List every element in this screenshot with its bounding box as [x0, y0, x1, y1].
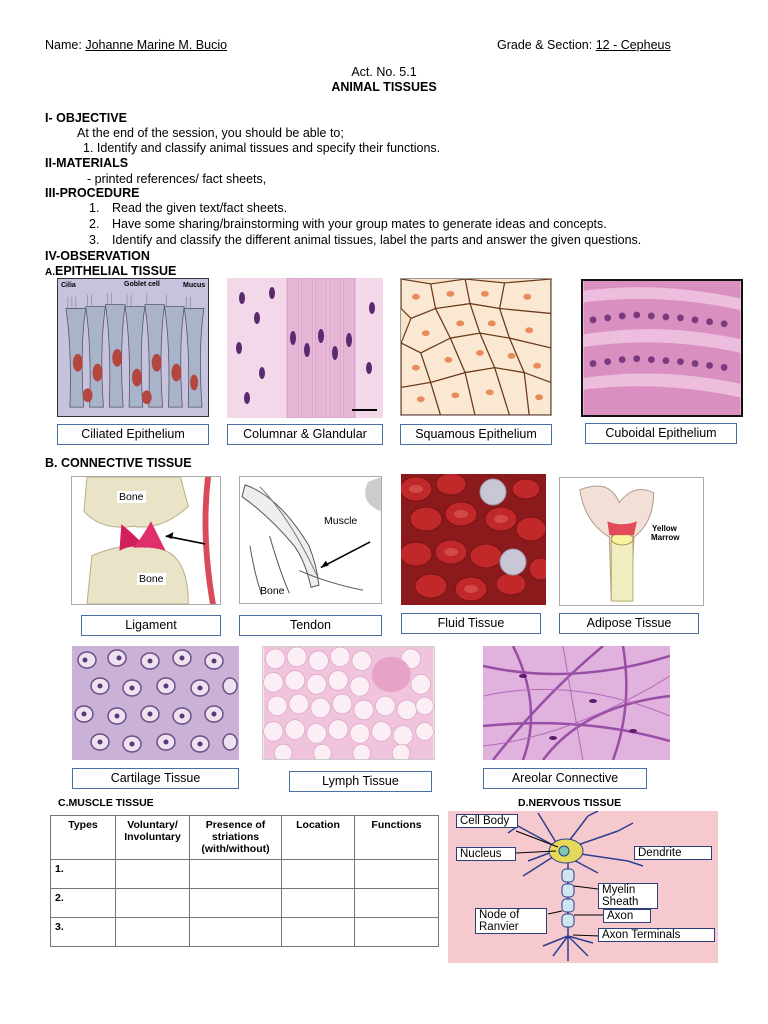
label-fluid-tissue: Fluid Tissue — [401, 613, 541, 634]
act-number: Act. No. 5.1 — [351, 65, 417, 79]
table-cell[interactable] — [190, 918, 282, 947]
procedure-step-text: Have some sharing/brainstorming with your group mates to generate ideas and concepts. — [112, 217, 607, 231]
muscle-heading: C.MUSCLE TISSUE — [58, 797, 154, 809]
cuboidal-epithelium-image — [581, 279, 743, 417]
label-cartilage-tissue: Cartilage Tissue — [72, 768, 239, 789]
fluid-tissue-image — [401, 474, 546, 605]
label-lymph-tissue: Lymph Tissue — [289, 771, 432, 792]
col-types: Types — [51, 816, 116, 860]
columnar-epithelium-image — [227, 278, 383, 418]
table-cell[interactable] — [116, 860, 190, 889]
table-row — [51, 860, 439, 889]
grade-label: Grade & Section: — [497, 38, 593, 52]
nervous-heading: D.NERVOUS TISSUE — [518, 797, 622, 809]
table-cell[interactable] — [190, 860, 282, 889]
label-cell-body: Cell Body — [456, 814, 518, 828]
table-cell[interactable] — [282, 860, 355, 889]
grade-value: 12 - Cepheus — [595, 38, 671, 52]
table-cell[interactable] — [355, 918, 439, 947]
procedure-step-text: Read the given text/fact sheets. — [112, 201, 288, 215]
table-cell[interactable] — [282, 918, 355, 947]
materials-heading: II-MATERIALS — [45, 156, 129, 170]
procedure-step-num: 1. — [89, 201, 100, 215]
procedure-step-num: 3. — [89, 233, 100, 247]
name-line — [45, 38, 227, 52]
col-voluntary: Voluntary/ Involuntary — [116, 816, 190, 860]
procedure-heading: III-PROCEDURE — [45, 186, 140, 200]
label-node-of-ranvier: Node of Ranvier — [475, 908, 547, 934]
label-axon-terminals: Axon Terminals — [598, 928, 715, 942]
label-adipose-tissue: Adipose Tissue — [559, 613, 699, 634]
lymph-tissue-image — [262, 646, 435, 760]
ligament-image: Bone Bone — [71, 476, 221, 605]
table-row — [51, 889, 439, 918]
objective-item: 1. Identify and classify animal tissues and specify their functions. — [83, 141, 441, 155]
label-cuboidal-epithelium: Cuboidal Epithelium — [585, 423, 737, 444]
table-cell[interactable] — [116, 918, 190, 947]
row-number: 3. — [51, 918, 116, 947]
label-ligament: Ligament — [81, 615, 221, 636]
table-cell[interactable] — [355, 889, 439, 918]
label-ciliated-epithelium: Ciliated Epithelium — [57, 424, 209, 445]
procedure-step-text: Identify and classify the different animal tissues, label the parts and answer the given questions. — [112, 233, 642, 247]
label-myelin-sheath: Myelin Sheath — [598, 883, 658, 909]
label-dendrite: Dendrite — [634, 846, 712, 860]
tendon-image: Muscle Bone — [239, 476, 382, 604]
materials-item: - printed references/ fact sheets, — [87, 172, 267, 186]
squamous-epithelium-image — [400, 278, 552, 416]
col-striations: Presence of striations (with/without) — [190, 816, 282, 860]
grade-line — [497, 38, 671, 52]
adipose-tissue-image: Yellow Marrow — [559, 477, 704, 606]
table-cell[interactable] — [116, 889, 190, 918]
label-areolar-connective: Areolar Connective — [483, 768, 647, 789]
areolar-connective-image — [483, 646, 670, 760]
neuron-diagram — [448, 811, 718, 963]
name-label: Name: — [45, 38, 82, 52]
label-columnar-glandular: Columnar & Glandular — [227, 424, 383, 445]
act-title: ANIMAL TISSUES — [331, 80, 437, 94]
label-axon: Axon — [603, 909, 651, 923]
epithelial-heading: A.EPITHELIAL TISSUE — [45, 264, 177, 278]
procedure-step-num: 2. — [89, 217, 100, 231]
col-location: Location — [282, 816, 355, 860]
table-cell[interactable] — [355, 860, 439, 889]
row-number: 2. — [51, 889, 116, 918]
label-tendon: Tendon — [239, 615, 382, 636]
label-squamous-epithelium: Squamous Epithelium — [400, 424, 552, 445]
table-header-row — [51, 816, 439, 860]
label-nucleus: Nucleus — [456, 847, 516, 861]
col-functions: Functions — [355, 816, 439, 860]
row-number: 1. — [51, 860, 116, 889]
objective-intro: At the end of the session, you should be able to; — [77, 126, 344, 140]
name-value: Johanne Marine M. Bucio — [85, 38, 228, 52]
observation-heading: IV-OBSERVATION — [45, 249, 150, 263]
objective-heading: I- OBJECTIVE — [45, 111, 127, 125]
muscle-table — [50, 815, 439, 947]
ciliated-epithelium-image: Cilia Goblet cell Mucus — [57, 278, 209, 417]
cartilage-tissue-image — [72, 646, 239, 760]
table-cell[interactable] — [190, 889, 282, 918]
table-row — [51, 918, 439, 947]
table-cell[interactable] — [282, 889, 355, 918]
connective-heading: B. CONNECTIVE TISSUE — [45, 456, 192, 470]
